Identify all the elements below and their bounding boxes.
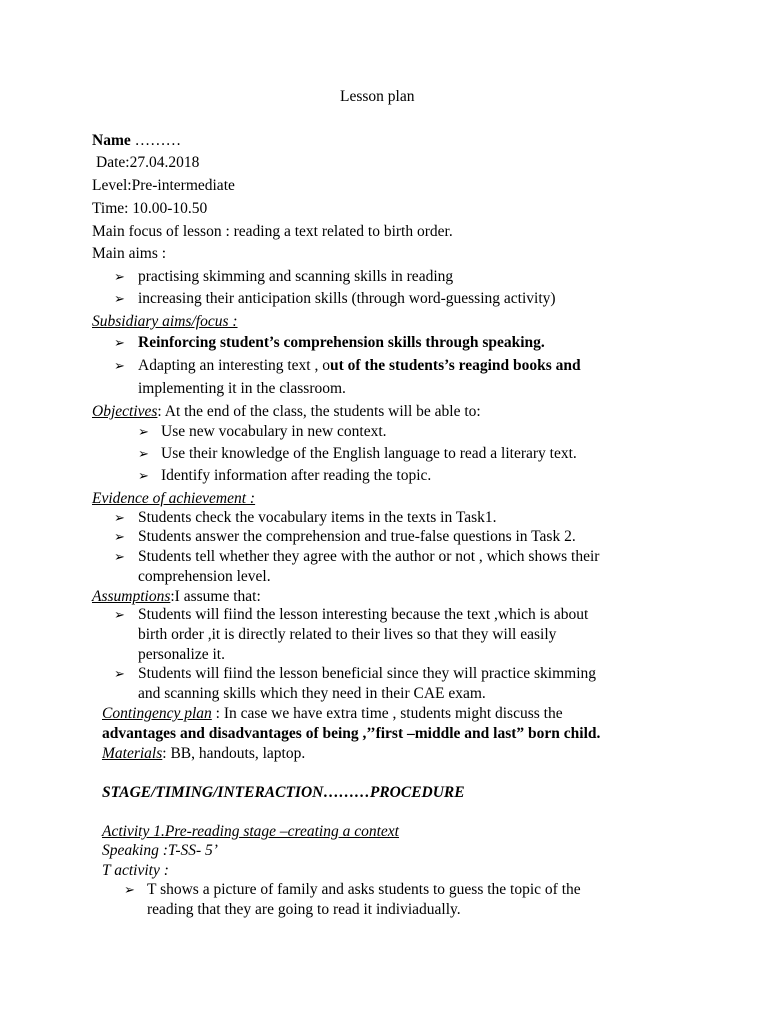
bullet-arrow-icon: ➢ bbox=[114, 666, 125, 681]
time-line: Time: 10.00-10.50 bbox=[92, 200, 208, 217]
assumptions-text: :I assume that: bbox=[170, 588, 261, 605]
subsidiary-item bbox=[138, 358, 581, 374]
assumption-item-cont: birth order ,it is directly related to their lives so that they will easily bbox=[138, 626, 557, 643]
stage-heading: STAGE/TIMING/INTERACTION………PROCEDURE bbox=[102, 784, 465, 801]
contingency-heading: Contingency plan bbox=[102, 705, 212, 722]
main-aim-item: practising skimming and scanning skills in reading bbox=[138, 268, 454, 285]
main-aim-item: increasing their anticipation skills (through word-guessing activity) bbox=[138, 290, 556, 307]
t-activity-heading: T activity : bbox=[102, 862, 169, 879]
bullet-arrow-icon: ➢ bbox=[138, 468, 149, 483]
subsidiary-text-a: Adapting an interesting text , o bbox=[138, 357, 330, 374]
level-line: Level:Pre-intermediate bbox=[92, 177, 235, 194]
speaking-line: Speaking :T-SS- 5’ bbox=[102, 842, 218, 859]
objective-item: Use new vocabulary in new context. bbox=[161, 423, 387, 440]
doc-title: Lesson plan bbox=[340, 88, 415, 105]
t-activity-item: T shows a picture of family and asks students to guess the topic of the bbox=[147, 881, 581, 898]
materials-heading: Materials bbox=[102, 745, 163, 762]
bullet-arrow-icon: ➢ bbox=[138, 446, 149, 461]
name-dots: ……… bbox=[134, 132, 182, 149]
objectives-line bbox=[92, 404, 481, 420]
main-focus-line: Main focus of lesson : reading a text related to birth order. bbox=[92, 223, 453, 240]
bullet-arrow-icon: ➢ bbox=[114, 529, 125, 544]
bullet-arrow-icon: ➢ bbox=[114, 607, 125, 622]
assumption-item-cont: personalize it. bbox=[138, 646, 225, 663]
evidence-item-cont: comprehension level. bbox=[138, 568, 271, 585]
bullet-arrow-icon: ➢ bbox=[114, 291, 125, 306]
subsidiary-heading: Subsidiary aims/focus : bbox=[92, 313, 238, 330]
subsidiary-item: Reinforcing student’s comprehension skills through speaking. bbox=[138, 334, 545, 351]
subsidiary-item-cont: implementing it in the classroom. bbox=[138, 380, 346, 397]
materials-text: : BB, handouts, laptop. bbox=[162, 745, 306, 762]
bullet-arrow-icon: ➢ bbox=[124, 882, 135, 897]
objective-item: Use their knowledge of the English language to read a literary text. bbox=[161, 445, 577, 462]
assumptions-heading: Assumptions bbox=[92, 588, 171, 605]
evidence-heading: Evidence of achievement : bbox=[92, 490, 256, 507]
evidence-item: Students check the vocabulary items in the texts in Task1. bbox=[138, 509, 497, 526]
bullet-arrow-icon: ➢ bbox=[114, 269, 125, 284]
t-activity-item-cont: reading that they are going to read it indiviadually. bbox=[147, 901, 461, 918]
activity-heading: Activity 1.Pre-reading stage –creating a context bbox=[102, 823, 399, 840]
assumption-item: Students will fiind the lesson interesting because the text ,which is about bbox=[138, 606, 589, 623]
objectives-text: : At the end of the class, the students will be able to: bbox=[157, 403, 481, 420]
contingency-text: : In case we have extra time , students might discuss the bbox=[211, 705, 563, 722]
name-label bbox=[92, 133, 181, 149]
objective-item: Identify information after reading the topic. bbox=[161, 467, 432, 484]
materials-line bbox=[102, 746, 305, 762]
contingency-line-2: advantages and disadvantages of being ,’’first –middle and last” born child. bbox=[102, 725, 601, 742]
main-aims-heading: Main aims : bbox=[92, 245, 167, 262]
name-label-text: Name bbox=[92, 132, 131, 149]
bullet-arrow-icon: ➢ bbox=[114, 358, 125, 373]
objectives-heading: Objectives bbox=[92, 403, 158, 420]
bullet-arrow-icon: ➢ bbox=[114, 335, 125, 350]
assumptions-line bbox=[92, 589, 261, 605]
bullet-arrow-icon: ➢ bbox=[114, 549, 125, 564]
contingency-line bbox=[102, 706, 563, 722]
evidence-item: Students answer the comprehension and true-false questions in Task 2. bbox=[138, 528, 576, 545]
subsidiary-text-b: ut of the students’s reagind books and bbox=[330, 357, 581, 374]
date-line: Date:27.04.2018 bbox=[96, 154, 200, 171]
assumption-item: Students will fiind the lesson beneficial since they will practice skimming bbox=[138, 665, 597, 682]
bullet-arrow-icon: ➢ bbox=[114, 510, 125, 525]
assumption-item-cont: and scanning skills which they need in their CAE exam. bbox=[138, 685, 486, 702]
bullet-arrow-icon: ➢ bbox=[138, 424, 149, 439]
evidence-item: Students tell whether they agree with the author or not , which shows their bbox=[138, 548, 600, 565]
